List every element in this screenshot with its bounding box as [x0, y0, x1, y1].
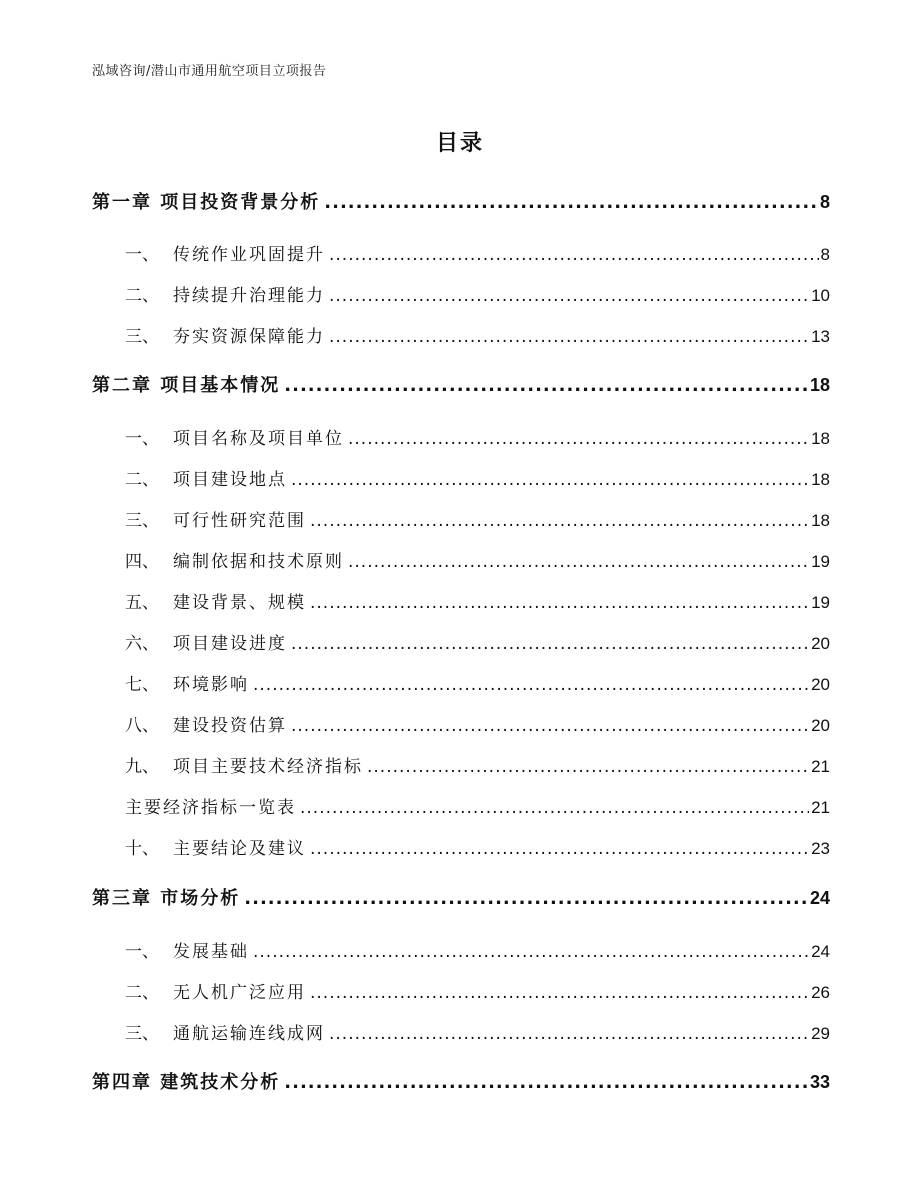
- toc-dot-leader: [253, 942, 809, 962]
- toc-section-2-3[interactable]: [125, 506, 830, 530]
- toc-page-number: 18: [811, 470, 830, 489]
- toc-chapter-label: 第二章 项目基本情况: [92, 375, 281, 396]
- toc-section-number: 六、: [125, 634, 159, 654]
- toc-section-3-1[interactable]: [125, 937, 830, 961]
- toc-section-label: 发展基础: [173, 942, 249, 962]
- toc-dot-leader: [300, 798, 809, 818]
- toc-section-2-1[interactable]: [125, 424, 830, 448]
- toc-section-3-2[interactable]: [125, 978, 830, 1002]
- toc-section-1-3[interactable]: [125, 322, 830, 346]
- toc-dot-leader: [348, 429, 809, 449]
- toc-section-1-2[interactable]: [125, 281, 830, 305]
- toc-dot-leader: [284, 375, 808, 396]
- toc-page-number: 21: [811, 757, 830, 776]
- toc-page-number: 21: [811, 798, 830, 817]
- toc-section-label: 项目主要技术经济指标: [173, 757, 363, 777]
- toc-dot-leader: [324, 192, 818, 213]
- toc-section-label: 夯实资源保障能力: [173, 327, 325, 347]
- toc-page-number: 19: [811, 593, 830, 612]
- toc-section-label: 主要结论及建议: [173, 839, 306, 859]
- toc-section-label: 建设背景、规模: [173, 593, 306, 613]
- toc-page-number: 18: [809, 375, 830, 395]
- toc-section-2-5[interactable]: [125, 588, 830, 612]
- toc-section-3-3[interactable]: [125, 1019, 830, 1043]
- toc-dot-leader: [329, 286, 809, 306]
- toc-page-number: 8: [819, 192, 830, 212]
- toc-section-label: 传统作业巩固提升: [173, 245, 325, 265]
- toc-chapter-2[interactable]: [92, 371, 830, 399]
- toc-section-2-10[interactable]: [125, 834, 830, 858]
- toc-section-label: 项目建设地点: [173, 470, 287, 490]
- toc-section-number: 二、: [125, 470, 159, 490]
- toc-page-number: 20: [811, 675, 830, 694]
- toc-section-2-6[interactable]: [125, 629, 830, 653]
- toc-section-number: 七、: [125, 675, 159, 695]
- toc-page-number: 13: [811, 327, 830, 346]
- toc-section-number: 五、: [125, 593, 159, 613]
- toc-dot-leader: [329, 1024, 809, 1044]
- toc-page-number: 33: [809, 1072, 830, 1092]
- toc-chapter-4[interactable]: [92, 1068, 830, 1096]
- toc-section-label: 项目名称及项目单位: [173, 429, 344, 449]
- toc-page-number: 29: [811, 1024, 830, 1043]
- toc-dot-leader: [291, 716, 809, 736]
- toc-dot-leader: [310, 983, 809, 1003]
- toc-page-number: 20: [811, 716, 830, 735]
- toc-page-number: 26: [811, 983, 830, 1002]
- toc-page-number: 8: [820, 245, 830, 264]
- toc-section-label: 建设投资估算: [173, 716, 287, 736]
- toc-section-2-9[interactable]: [125, 752, 830, 776]
- toc-dot-leader: [329, 327, 809, 347]
- toc-section-2-table[interactable]: [125, 793, 830, 817]
- toc-section-1-1[interactable]: [125, 240, 830, 264]
- toc-dot-leader: [291, 470, 809, 490]
- toc-section-label: 无人机广泛应用: [173, 983, 306, 1003]
- toc-dot-leader: [310, 839, 809, 859]
- toc-dot-leader: [348, 552, 809, 572]
- toc-dot-leader: [310, 593, 809, 613]
- toc-dot-leader: [291, 634, 809, 654]
- toc-section-number: 三、: [125, 327, 159, 347]
- toc-chapter-label: 第四章 建筑技术分析: [92, 1072, 281, 1093]
- toc-section-label: 持续提升治理能力: [173, 286, 325, 306]
- toc-section-label: 编制依据和技术原则: [173, 552, 344, 572]
- toc-page-number: 18: [811, 511, 830, 530]
- toc-section-number: 九、: [125, 757, 159, 777]
- toc-section-number: 四、: [125, 552, 159, 572]
- toc-section-2-2[interactable]: [125, 465, 830, 489]
- toc-section-label: 环境影响: [173, 675, 249, 695]
- toc-section-number: 一、: [125, 942, 159, 962]
- toc-page-number: 20: [811, 634, 830, 653]
- toc-section-number: 二、: [125, 983, 159, 1003]
- toc-section-2-8[interactable]: [125, 711, 830, 735]
- toc-dot-leader: [244, 888, 808, 909]
- toc-chapter-3[interactable]: [92, 884, 830, 912]
- toc-dot-leader: [367, 757, 809, 777]
- toc-section-label: 可行性研究范围: [173, 511, 306, 531]
- toc-section-2-4[interactable]: [125, 547, 830, 571]
- toc-section-label: 主要经济指标一览表: [125, 798, 296, 818]
- toc-page-number: 18: [811, 429, 830, 448]
- toc-chapter-label: 第三章 市场分析: [92, 888, 241, 909]
- toc-section-label: 通航运输连线成网: [173, 1024, 325, 1044]
- toc-page-number: 24: [811, 942, 830, 961]
- toc-chapter-label: 第一章 项目投资背景分析: [92, 192, 321, 213]
- toc-page-number: 10: [811, 286, 830, 305]
- toc-dot-leader: [310, 511, 809, 531]
- toc-chapter-1[interactable]: [92, 188, 830, 216]
- running-header: 泓域咨询/潜山市通用航空项目立项报告: [92, 64, 327, 79]
- toc-page-number: 24: [809, 888, 830, 908]
- toc-section-2-7[interactable]: [125, 670, 830, 694]
- toc-page-number: 23: [811, 839, 830, 858]
- toc-dot-leader: [284, 1072, 808, 1093]
- toc-section-number: 一、: [125, 245, 159, 265]
- toc-section-number: 三、: [125, 511, 159, 531]
- toc-page-number: 19: [811, 552, 830, 571]
- toc-section-number: 二、: [125, 286, 159, 306]
- toc-dot-leader: [329, 245, 819, 265]
- toc-section-number: 十、: [125, 839, 159, 859]
- toc-section-number: 三、: [125, 1024, 159, 1044]
- toc-section-number: 一、: [125, 429, 159, 449]
- toc-dot-leader: [253, 675, 809, 695]
- toc-section-number: 八、: [125, 716, 159, 736]
- toc-section-label: 项目建设进度: [173, 634, 287, 654]
- toc-title: 目录: [435, 131, 484, 156]
